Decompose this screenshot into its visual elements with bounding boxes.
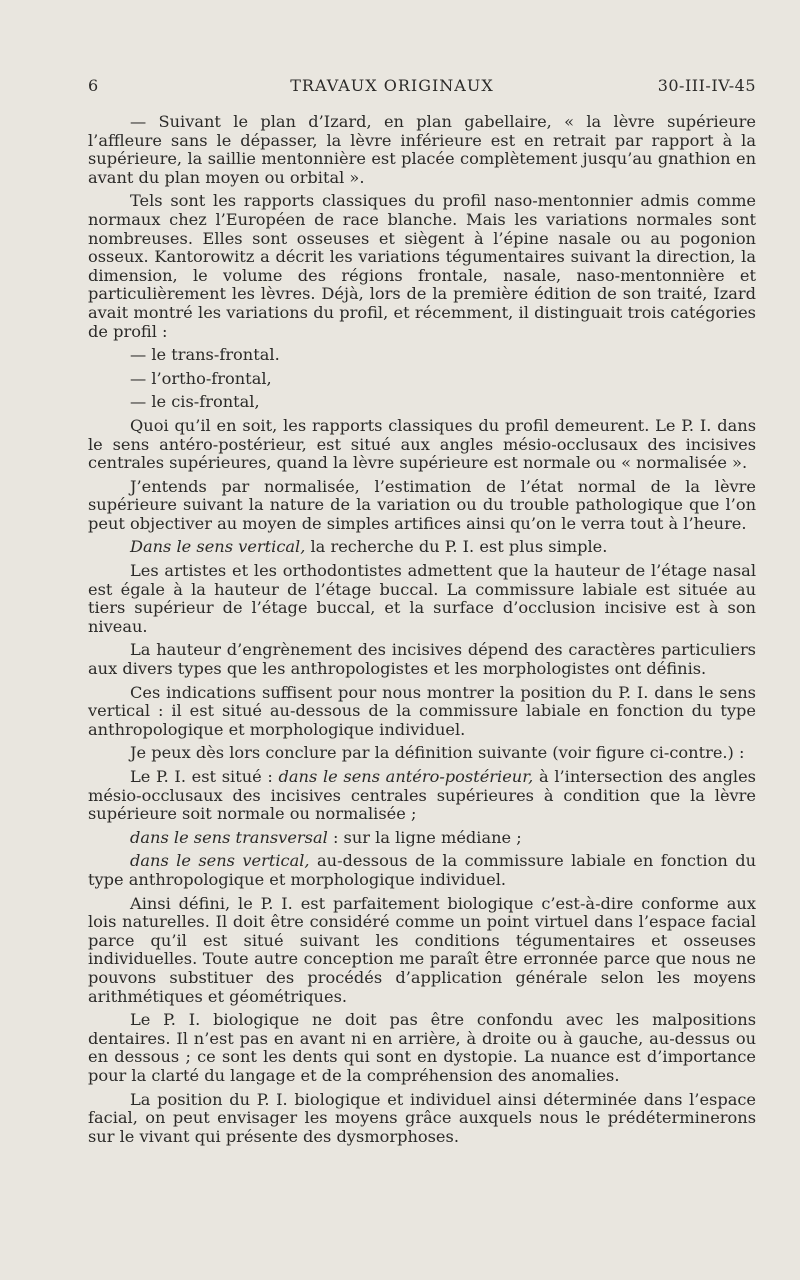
paragraph: Ainsi défini, le P. I. est parfaitement biologique c’est-à-dire conforme aux lois naturelles. Il doit être considéré comme un point virtuel dans l’espace facial parce qu’il est situé suivant les conditions tégumentaires et osseuses individuelles. Toute autre conception me paraît être erronnée parce que nous ne pouvons substituer des procédés d’application générale selon les moyens arithmétiques et géométriques.	[88, 893, 756, 1006]
paragraph: — Suivant le plan d’Izard, en plan gabellaire, « la lèvre supérieure l’affleure sans le dépasser, la lèvre inférieure est en retrait par rapport à la supérieure, la saillie mentonnière est placée complètement jusqu’au gnathion en avant du plan moyen ou orbital ».	[88, 112, 756, 187]
paragraph: La hauteur d’engrènement des incisives dépend des caractères particuliers aux divers types que les anthropologistes et les morphologistes ont définis.	[88, 640, 756, 679]
italic-phrase: dans le sens vertical,	[130, 851, 310, 871]
paragraph: Les artistes et les orthodontistes admettent que la hauteur de l’étage nasal est égale à la hauteur de l’étage buccal. La commissure labiale est située au tiers supérieur de l’étage buccal, et la surface d’occlusion incisive est à son niveau.	[88, 561, 756, 636]
list-item: — le cis-frontal,	[130, 392, 260, 412]
list-item: — l’ortho-frontal,	[130, 368, 272, 388]
definition-transversal	[88, 829, 756, 848]
definition-lead: Le P. I. est situé :	[130, 767, 279, 786]
paragraph-vertical	[88, 538, 756, 557]
running-header	[88, 76, 756, 95]
italic-phrase: Dans le sens vertical,	[130, 537, 306, 557]
list-item: — le trans-frontal.	[130, 345, 280, 365]
definition-vertical	[88, 852, 756, 889]
paragraph: Quoi qu’il en soit, les rapports classiques du profil demeurent. Le P. I. dans le sens antéro-postérieur, est situé aux angles mésio-occlusaux des incisives centrales supérieures, quand la lèvre supérieure est normale ou « normalisée ».	[88, 415, 756, 473]
paragraph-text: au-dessous de la commissure labiale en fonction du type anthropologique et morphologique individuel.	[88, 851, 756, 889]
paragraph: Le P. I. biologique ne doit pas être confondu avec les malpositions dentaires. Il n’est pas en avant ni en arrière, à droite ou à gauche, au-dessus ou en dessous ; ce sont les dents qui sont en dystopie. La nuance est d’importance pour la clarté du langage et de la compréhension des anomalies.	[88, 1010, 756, 1085]
body-text	[88, 113, 756, 1146]
page-number: 6	[88, 76, 99, 95]
paragraph: J’entends par normalisée, l’estimation de l’état normal de la lèvre supérieure suivant la nature de la variation ou du trouble pathologique que l’on peut objectiver au moyen de simples artifices ainsi qu’on le verra tout à l’heure.	[88, 476, 756, 533]
paragraph: La position du P. I. biologique et individuel ainsi déterminée dans l’espace facial, on peut envisager les moyens grâce auxquels nous le prédéterminerons sur le vivant qui présente des dysmorphoses.	[88, 1089, 756, 1146]
definition-ap	[88, 768, 756, 824]
italic-phrase: dans le sens transversal	[130, 827, 328, 847]
issue-date: 30-III-IV-45	[657, 76, 756, 95]
paragraph: Tels sont les rapports classiques du profil naso-mentonnier admis comme normaux chez l’Européen de race blanche. Mais les variations normales sont nombreuses. Elles sont osseuses et siègent à l’épine nasale ou au pogonion osseux. Kantorowitz a décrit les variations tégumentaires suivant la direction, la dimension, le volume des régions frontale, nasale, naso-mentonnière et particulièrement les lèvres. Déjà, lors de la première édition de son traité, Izard avait montré les variations du profil, et récemment, il distinguait trois catégories de profil :	[88, 191, 756, 341]
paragraph-text: : sur la ligne médiane ;	[327, 827, 522, 847]
paragraph: Je peux dès lors conclure par la définition suivante (voir figure ci-contre.) :	[130, 743, 745, 763]
paragraph: Ces indications suffisent pour nous montrer la position du P. I. dans le sens vertical : il est situé au-dessous de la commissure labiale en fonction du type anthropologique et morphologique individuel.	[88, 682, 756, 739]
paragraph-text: la recherche du P. I. est plus simple.	[305, 537, 608, 557]
running-title: TRAVAUX ORIGINAUX	[290, 76, 494, 95]
paragraph-text: à l’intersection des angles mésio-occlusaux des incisives centrales supérieures à condition que la lèvre supérieure soit normale ou normalisée ;	[88, 767, 756, 824]
italic-phrase: dans le sens antéro-postérieur,	[278, 767, 534, 786]
